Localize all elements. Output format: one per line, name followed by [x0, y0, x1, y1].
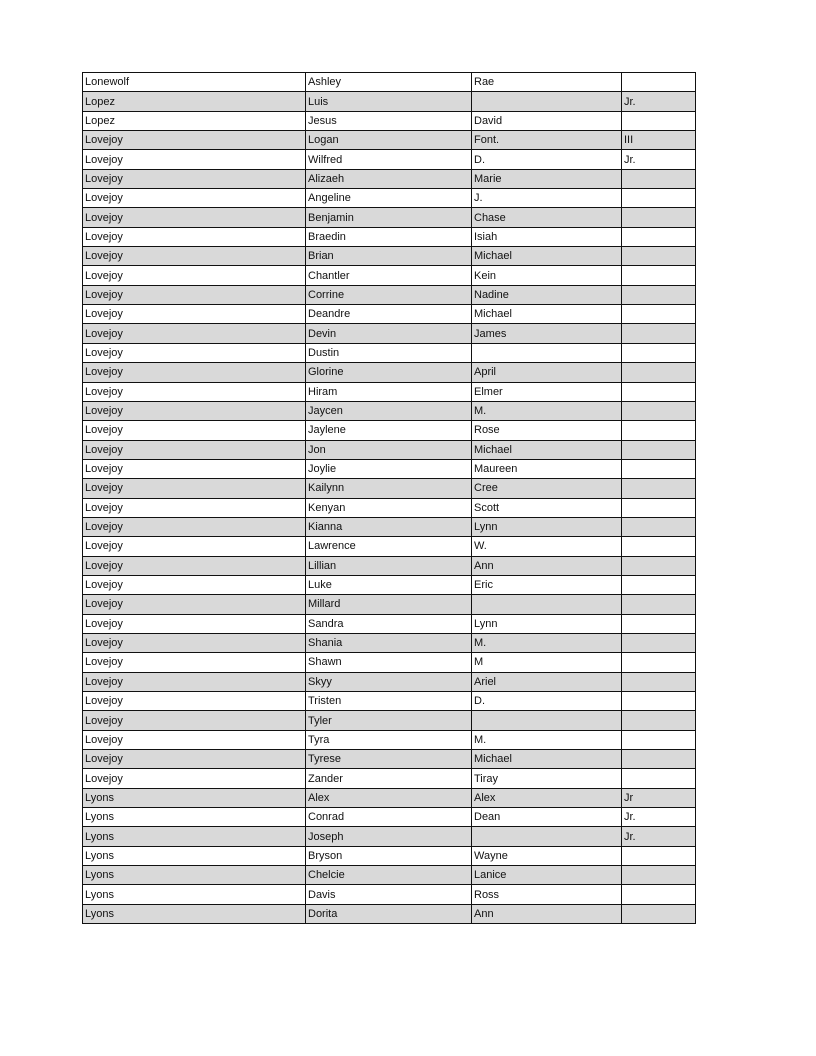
last-name-cell: Lovejoy [83, 401, 306, 420]
middle-name-cell [472, 343, 622, 362]
middle-name-cell: James [472, 324, 622, 343]
suffix-cell [622, 111, 696, 130]
suffix-cell [622, 711, 696, 730]
last-name-cell: Lovejoy [83, 498, 306, 517]
middle-name-cell: Rose [472, 421, 622, 440]
suffix-cell [622, 904, 696, 923]
middle-name-cell: M. [472, 401, 622, 420]
suffix-cell [622, 595, 696, 614]
suffix-cell: III [622, 131, 696, 150]
table-row [83, 150, 696, 169]
table-row [83, 266, 696, 285]
first-name-cell: Chelcie [306, 866, 472, 885]
table-row [83, 247, 696, 266]
suffix-cell [622, 363, 696, 382]
table-row [83, 769, 696, 788]
first-name-cell: Hiram [306, 382, 472, 401]
first-name-cell: Alex [306, 788, 472, 807]
table-row [83, 633, 696, 652]
first-name-cell: Shania [306, 633, 472, 652]
table-row [83, 556, 696, 575]
last-name-cell: Lovejoy [83, 150, 306, 169]
roster-table-body [83, 73, 696, 924]
table-row [83, 537, 696, 556]
middle-name-cell: Michael [472, 305, 622, 324]
suffix-cell [622, 556, 696, 575]
suffix-cell [622, 401, 696, 420]
last-name-cell: Lovejoy [83, 169, 306, 188]
table-row [83, 904, 696, 923]
first-name-cell: Jaylene [306, 421, 472, 440]
table-row [83, 595, 696, 614]
suffix-cell [622, 730, 696, 749]
first-name-cell: Kenyan [306, 498, 472, 517]
middle-name-cell: M [472, 653, 622, 672]
first-name-cell: Kailynn [306, 479, 472, 498]
suffix-cell [622, 266, 696, 285]
last-name-cell: Lovejoy [83, 421, 306, 440]
suffix-cell: Jr. [622, 827, 696, 846]
first-name-cell: Angeline [306, 189, 472, 208]
table-row [83, 382, 696, 401]
middle-name-cell: Lynn [472, 517, 622, 536]
table-row [83, 363, 696, 382]
first-name-cell: Jaycen [306, 401, 472, 420]
first-name-cell: Luis [306, 92, 472, 111]
last-name-cell: Lovejoy [83, 363, 306, 382]
middle-name-cell: M. [472, 730, 622, 749]
middle-name-cell: April [472, 363, 622, 382]
middle-name-cell: Ariel [472, 672, 622, 691]
table-row [83, 305, 696, 324]
first-name-cell: Wilfred [306, 150, 472, 169]
table-row [83, 401, 696, 420]
table-row [83, 827, 696, 846]
middle-name-cell: Ann [472, 904, 622, 923]
suffix-cell [622, 73, 696, 92]
middle-name-cell: Tiray [472, 769, 622, 788]
suffix-cell [622, 440, 696, 459]
middle-name-cell: Wayne [472, 846, 622, 865]
last-name-cell: Lovejoy [83, 537, 306, 556]
middle-name-cell [472, 827, 622, 846]
first-name-cell: Ashley [306, 73, 472, 92]
middle-name-cell: W. [472, 537, 622, 556]
middle-name-cell [472, 711, 622, 730]
middle-name-cell: Font. [472, 131, 622, 150]
last-name-cell: Lyons [83, 904, 306, 923]
table-row [83, 479, 696, 498]
first-name-cell: Alizaeh [306, 169, 472, 188]
last-name-cell: Lovejoy [83, 131, 306, 150]
table-row [83, 440, 696, 459]
table-row [83, 343, 696, 362]
table-row [83, 885, 696, 904]
table-row [83, 459, 696, 478]
suffix-cell [622, 575, 696, 594]
last-name-cell: Lopez [83, 92, 306, 111]
suffix-cell [622, 517, 696, 536]
table-row [83, 653, 696, 672]
suffix-cell: Jr [622, 788, 696, 807]
suffix-cell [622, 672, 696, 691]
table-row [83, 846, 696, 865]
first-name-cell: Lawrence [306, 537, 472, 556]
suffix-cell [622, 750, 696, 769]
first-name-cell: Devin [306, 324, 472, 343]
last-name-cell: Lyons [83, 808, 306, 827]
middle-name-cell: J. [472, 189, 622, 208]
table-row [83, 788, 696, 807]
first-name-cell: Kianna [306, 517, 472, 536]
table-row [83, 111, 696, 130]
first-name-cell: Logan [306, 131, 472, 150]
first-name-cell: Dorita [306, 904, 472, 923]
last-name-cell: Lovejoy [83, 595, 306, 614]
suffix-cell [622, 498, 696, 517]
last-name-cell: Lovejoy [83, 711, 306, 730]
last-name-cell: Lovejoy [83, 517, 306, 536]
first-name-cell: Bryson [306, 846, 472, 865]
suffix-cell: Jr. [622, 808, 696, 827]
first-name-cell: Lillian [306, 556, 472, 575]
last-name-cell: Lovejoy [83, 672, 306, 691]
suffix-cell [622, 769, 696, 788]
first-name-cell: Shawn [306, 653, 472, 672]
table-row [83, 131, 696, 150]
middle-name-cell: Chase [472, 208, 622, 227]
last-name-cell: Lonewolf [83, 73, 306, 92]
last-name-cell: Lovejoy [83, 479, 306, 498]
first-name-cell: Deandre [306, 305, 472, 324]
table-row [83, 324, 696, 343]
last-name-cell: Lovejoy [83, 556, 306, 575]
suffix-cell [622, 324, 696, 343]
last-name-cell: Lovejoy [83, 382, 306, 401]
last-name-cell: Lyons [83, 846, 306, 865]
first-name-cell: Tyra [306, 730, 472, 749]
last-name-cell: Lovejoy [83, 614, 306, 633]
first-name-cell: Tyler [306, 711, 472, 730]
last-name-cell: Lovejoy [83, 653, 306, 672]
middle-name-cell: D. [472, 150, 622, 169]
last-name-cell: Lovejoy [83, 305, 306, 324]
middle-name-cell: M. [472, 633, 622, 652]
table-row [83, 808, 696, 827]
suffix-cell [622, 479, 696, 498]
middle-name-cell: Ann [472, 556, 622, 575]
table-row [83, 692, 696, 711]
table-row [83, 227, 696, 246]
middle-name-cell: Dean [472, 808, 622, 827]
last-name-cell: Lovejoy [83, 575, 306, 594]
middle-name-cell: Michael [472, 247, 622, 266]
suffix-cell [622, 537, 696, 556]
last-name-cell: Lovejoy [83, 247, 306, 266]
first-name-cell: Tyrese [306, 750, 472, 769]
first-name-cell: Sandra [306, 614, 472, 633]
middle-name-cell: Elmer [472, 382, 622, 401]
middle-name-cell: Nadine [472, 285, 622, 304]
suffix-cell [622, 459, 696, 478]
table-row [83, 711, 696, 730]
first-name-cell: Joylie [306, 459, 472, 478]
table-row [83, 285, 696, 304]
table-row [83, 498, 696, 517]
table-row [83, 517, 696, 536]
first-name-cell: Brian [306, 247, 472, 266]
middle-name-cell: Ross [472, 885, 622, 904]
first-name-cell: Conrad [306, 808, 472, 827]
middle-name-cell: Eric [472, 575, 622, 594]
suffix-cell [622, 885, 696, 904]
last-name-cell: Lovejoy [83, 633, 306, 652]
middle-name-cell [472, 92, 622, 111]
first-name-cell: Corrine [306, 285, 472, 304]
table-row [83, 575, 696, 594]
middle-name-cell: Lynn [472, 614, 622, 633]
suffix-cell [622, 247, 696, 266]
first-name-cell: Luke [306, 575, 472, 594]
table-row [83, 73, 696, 92]
table-row [83, 92, 696, 111]
last-name-cell: Lovejoy [83, 324, 306, 343]
first-name-cell: Braedin [306, 227, 472, 246]
first-name-cell: Dustin [306, 343, 472, 362]
suffix-cell [622, 421, 696, 440]
suffix-cell [622, 189, 696, 208]
first-name-cell: Joseph [306, 827, 472, 846]
first-name-cell: Millard [306, 595, 472, 614]
first-name-cell: Glorine [306, 363, 472, 382]
first-name-cell: Davis [306, 885, 472, 904]
last-name-cell: Lovejoy [83, 285, 306, 304]
table-row [83, 208, 696, 227]
last-name-cell: Lyons [83, 885, 306, 904]
suffix-cell [622, 653, 696, 672]
middle-name-cell: Isiah [472, 227, 622, 246]
suffix-cell [622, 305, 696, 324]
suffix-cell [622, 614, 696, 633]
last-name-cell: Lopez [83, 111, 306, 130]
middle-name-cell: David [472, 111, 622, 130]
suffix-cell [622, 866, 696, 885]
last-name-cell: Lovejoy [83, 189, 306, 208]
suffix-cell [622, 343, 696, 362]
roster-table [82, 72, 696, 924]
table-row [83, 866, 696, 885]
suffix-cell [622, 169, 696, 188]
suffix-cell [622, 285, 696, 304]
table-row [83, 730, 696, 749]
last-name-cell: Lovejoy [83, 750, 306, 769]
table-row [83, 672, 696, 691]
middle-name-cell: Scott [472, 498, 622, 517]
first-name-cell: Jon [306, 440, 472, 459]
last-name-cell: Lyons [83, 866, 306, 885]
suffix-cell [622, 846, 696, 865]
table-row [83, 614, 696, 633]
middle-name-cell: Maureen [472, 459, 622, 478]
last-name-cell: Lovejoy [83, 266, 306, 285]
suffix-cell [622, 227, 696, 246]
first-name-cell: Chantler [306, 266, 472, 285]
middle-name-cell: Michael [472, 440, 622, 459]
last-name-cell: Lyons [83, 788, 306, 807]
table-row [83, 750, 696, 769]
first-name-cell: Benjamin [306, 208, 472, 227]
suffix-cell [622, 692, 696, 711]
suffix-cell: Jr. [622, 92, 696, 111]
last-name-cell: Lovejoy [83, 769, 306, 788]
last-name-cell: Lovejoy [83, 343, 306, 362]
suffix-cell: Jr. [622, 150, 696, 169]
middle-name-cell [472, 595, 622, 614]
middle-name-cell: Alex [472, 788, 622, 807]
last-name-cell: Lovejoy [83, 730, 306, 749]
middle-name-cell: Kein [472, 266, 622, 285]
table-row [83, 421, 696, 440]
first-name-cell: Tristen [306, 692, 472, 711]
first-name-cell: Zander [306, 769, 472, 788]
middle-name-cell: Marie [472, 169, 622, 188]
last-name-cell: Lyons [83, 827, 306, 846]
suffix-cell [622, 382, 696, 401]
middle-name-cell: Rae [472, 73, 622, 92]
last-name-cell: Lovejoy [83, 692, 306, 711]
table-row [83, 189, 696, 208]
suffix-cell [622, 208, 696, 227]
last-name-cell: Lovejoy [83, 440, 306, 459]
middle-name-cell: D. [472, 692, 622, 711]
last-name-cell: Lovejoy [83, 459, 306, 478]
table-row [83, 169, 696, 188]
last-name-cell: Lovejoy [83, 227, 306, 246]
first-name-cell: Jesus [306, 111, 472, 130]
suffix-cell [622, 633, 696, 652]
middle-name-cell: Lanice [472, 866, 622, 885]
middle-name-cell: Cree [472, 479, 622, 498]
first-name-cell: Skyy [306, 672, 472, 691]
middle-name-cell: Michael [472, 750, 622, 769]
last-name-cell: Lovejoy [83, 208, 306, 227]
